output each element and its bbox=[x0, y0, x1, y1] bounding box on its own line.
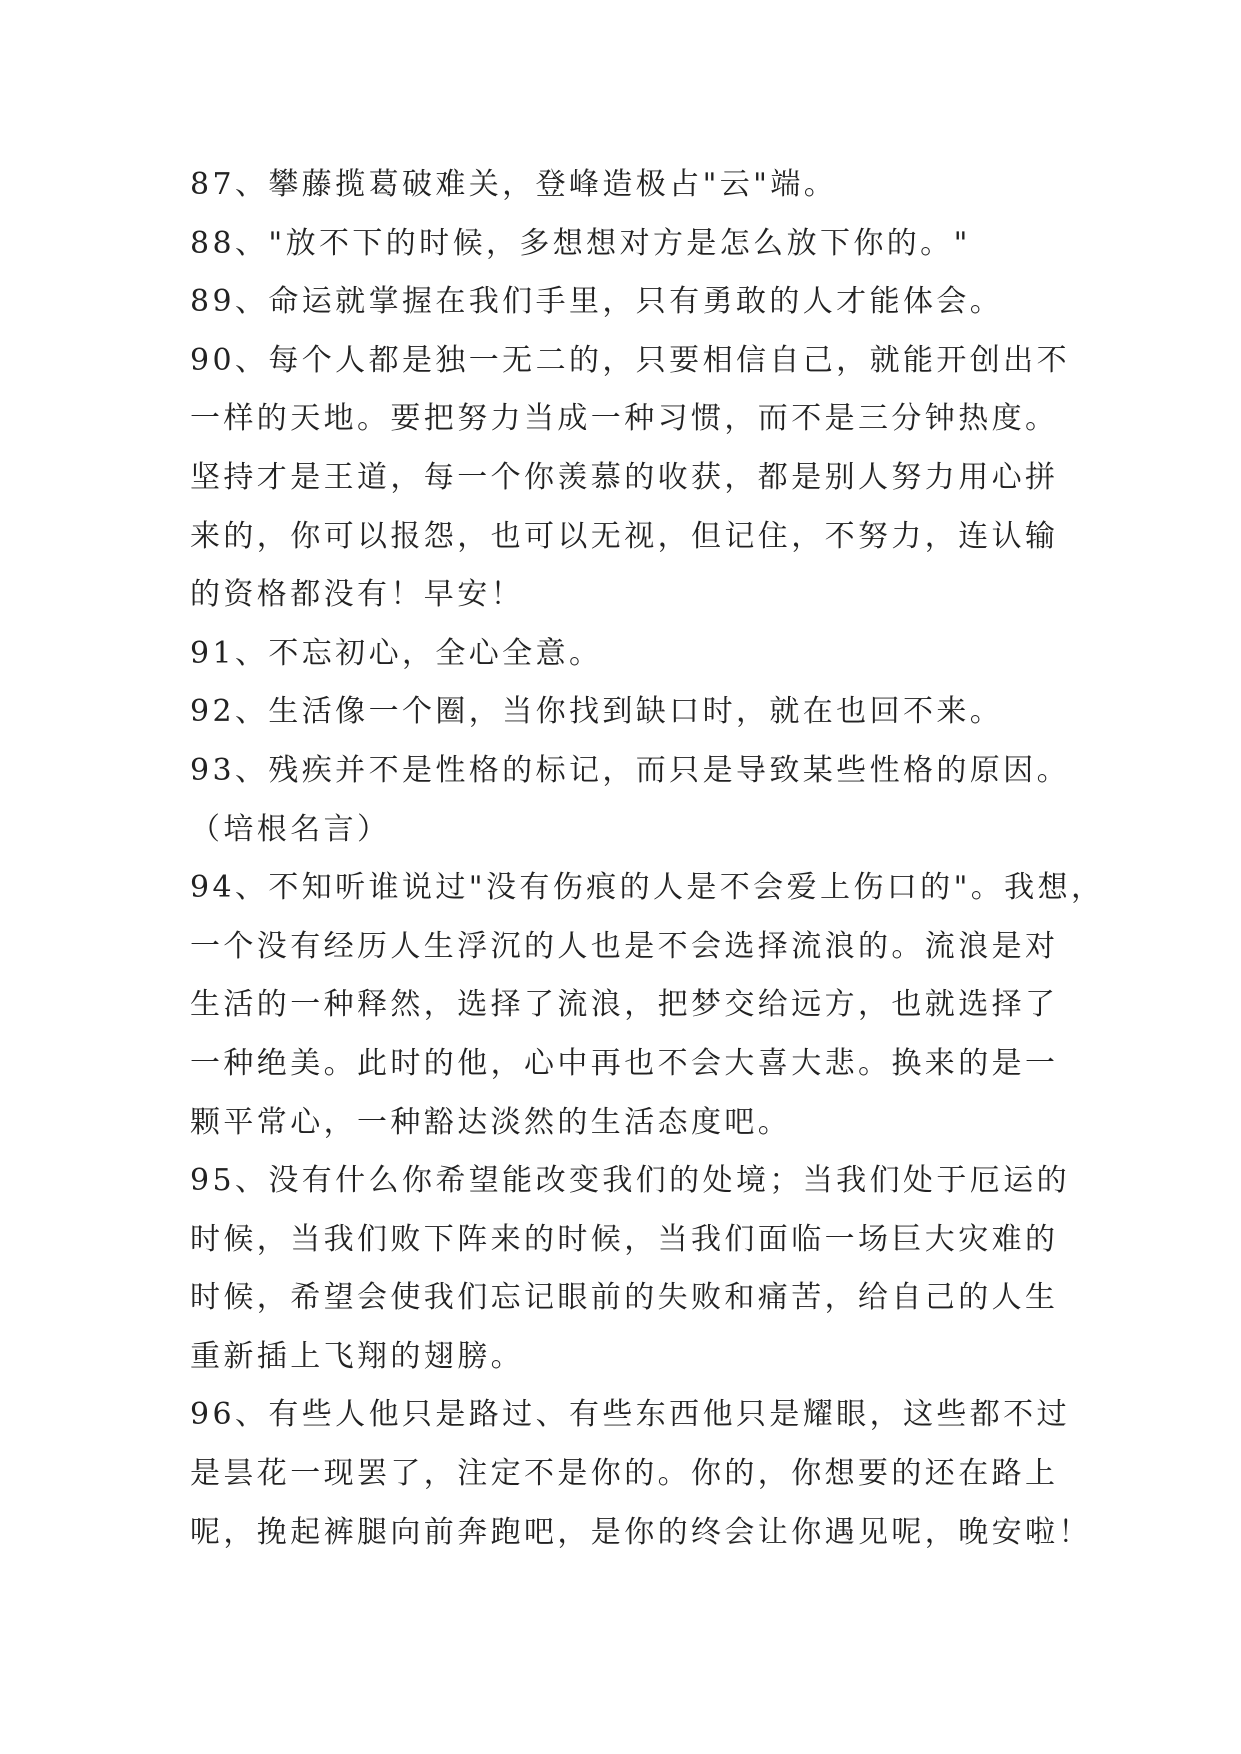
text-line: 一样的天地。要把努力当成一种习惯，而不是三分钟热度。 bbox=[190, 401, 1059, 437]
text-line: 92、生活像一个圈，当你找到缺口时，就在也回不来。 bbox=[190, 694, 1004, 730]
text-line: 时候，当我们败下阵来的时候，当我们面临一场巨大灾难的 bbox=[190, 1221, 1059, 1257]
text-line: 95、没有什么你希望能改变我们的处境；当我们处于厄运的 bbox=[190, 1163, 1070, 1199]
text-line: 87、攀藤揽葛破难关，登峰造极占"云"端。 bbox=[190, 167, 838, 202]
text-line: （培根名言） bbox=[190, 811, 391, 847]
text-line: 91、不忘初心，全心全意。 bbox=[190, 635, 603, 671]
text-line: 来的，你可以报怨，也可以无视，但记住，不努力，连认输 bbox=[190, 518, 1059, 554]
text-line: 时候，希望会使我们忘记眼前的失败和痛苦，给自己的人生 bbox=[190, 1280, 1059, 1316]
text-line: 93、残疾并不是性格的标记，而只是导致某些性格的原因。 bbox=[190, 752, 1070, 788]
text-line: 颗平常心，一种豁达淡然的生活态度吧。 bbox=[190, 1104, 792, 1140]
document-body bbox=[190, 156, 1105, 1562]
text-line: 90、每个人都是独一无二的，只要相信自己，就能开创出不 bbox=[190, 342, 1070, 378]
text-line: 重新插上飞翔的翅膀。 bbox=[190, 1338, 524, 1374]
text-line: 88、"放不下的时候，多想想对方是怎么放下你的。" bbox=[190, 225, 971, 261]
text-line: 一种绝美。此时的他，心中再也不会大喜大悲。换来的是一 bbox=[190, 1045, 1059, 1081]
text-line: 的资格都没有！早安！ bbox=[190, 577, 524, 613]
text-line: 94、不知听谁说过"没有伤痕的人是不会爱上伤口的"。我想， bbox=[190, 870, 1105, 906]
text-line: 呢，挽起裤腿向前奔跑吧，是你的终会让你遇见呢，晚安啦！ bbox=[190, 1514, 1092, 1550]
text-line: 坚持才是王道，每一个你羡慕的收获，都是别人努力用心拼 bbox=[190, 459, 1059, 495]
text-line: 一个没有经历人生浮沉的人也是不会选择流浪的。流浪是对 bbox=[190, 928, 1059, 964]
text-line: 是昙花一现罢了，注定不是你的。你的，你想要的还在路上 bbox=[190, 1456, 1059, 1492]
text-line: 89、命运就掌握在我们手里，只有勇敢的人才能体会。 bbox=[190, 284, 1004, 320]
text-line: 96、有些人他只是路过、有些东西他只是耀眼，这些都不过 bbox=[190, 1397, 1070, 1433]
text-line: 生活的一种释然，选择了流浪，把梦交给远方，也就选择了 bbox=[190, 987, 1059, 1023]
